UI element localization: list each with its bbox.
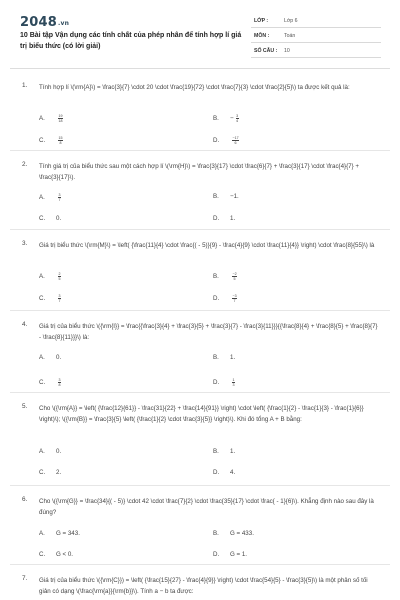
info-row-count [251,43,381,58]
answer-option-a[interactable] [39,272,61,281]
question-number: 4. [22,321,28,328]
option-fraction [232,294,237,303]
fraction-numerator: 3 [58,193,61,197]
option-value: 4. [230,469,236,476]
answer-option-a[interactable] [39,193,61,202]
fraction-numerator: 1 [232,378,235,382]
option-label: B. [213,530,219,537]
info-value: Toán [284,33,296,39]
fraction-denominator: 4 [236,119,239,123]
fraction-denominator: 7 [58,198,61,202]
option-fraction [236,114,239,123]
fraction-numerator: −3 [232,294,237,298]
answer-option-a[interactable] [39,530,80,537]
answer-option-b[interactable] [213,272,237,281]
fraction-denominator: 3 [232,383,235,387]
option-label: D. [213,137,220,145]
answer-option-a[interactable] [39,354,61,361]
info-key: LỚP : [254,18,269,24]
answer-option-c[interactable] [39,551,73,558]
option-label: A. [39,354,45,361]
option-sign: − [230,115,234,123]
option-fraction [58,114,63,123]
question-text: Giá trị biểu thức \(\rm{M}\) = \left( {\frac{11}{4} \cdot \frac{( - 5)}{9} - \frac{4}{9} \cdot \frac{11}{4}} \right) \cdot \frac{8}{55}\) là [39,242,375,249]
header-divider [10,68,390,69]
fraction-denominator: 5 [233,277,236,281]
fraction-denominator: 8 [59,141,62,145]
question-separator [10,392,390,393]
option-fraction [58,378,61,387]
answer-option-d[interactable] [213,378,235,387]
answer-option-d[interactable] [213,294,237,303]
site-logo[interactable] [20,15,69,30]
question-number: 3. [22,240,28,247]
question-text: Tính hợp lí \(\rm{A}\) = \frac{3}{7} \cdot 20 \cdot \frac{19}{72} \cdot \frac{7}{3} \cdot \frac{2}{5}\) ta được kết quả là: [39,84,350,91]
answer-option-d[interactable] [213,215,235,222]
option-label: A. [39,448,45,455]
answer-option-a[interactable] [39,448,61,455]
option-fraction [232,272,237,281]
option-value: 2. [56,469,62,476]
question-separator [10,485,390,486]
fraction-numerator: 3 [236,114,239,118]
question-number: 1. [22,82,28,89]
question-number: 7. [22,575,28,582]
fraction-numerator: 15 [58,136,63,140]
option-label: D. [213,295,220,303]
option-fraction [232,378,235,387]
option-value: −1. [230,193,239,200]
option-value: G = 343. [56,530,80,537]
question-separator [10,150,390,151]
info-key: MÔN : [254,33,270,39]
question-separator [10,229,390,230]
fraction-denominator: 7 [58,299,61,303]
option-value: 1. [230,448,236,455]
fraction-denominator: 6 [234,141,237,145]
fraction-numerator: −17 [232,136,239,140]
option-label: B. [213,448,219,455]
answer-option-c[interactable] [39,136,63,145]
fraction-denominator: 8 [58,383,61,387]
answer-option-c[interactable] [39,378,61,387]
option-label: C. [39,295,46,303]
fraction-numerator: 19 [58,114,63,118]
answer-option-d[interactable] [213,136,239,145]
question-text: Cho \({\rm{G}} = \frac{34}{( - 5)} \cdot 42 \cdot \frac{7}{2} \cdot \frac{35}{17} \cdot \frac{ - 1}{6}\). Khẳng định nào sau đây là đúng? [39,498,374,516]
answer-option-c[interactable] [39,294,61,303]
option-fraction [58,193,61,202]
option-label: D. [213,379,220,387]
document-title: 10 Bài tập Vận dụng các tính chất của phép nhân để tính hợp lí giá trị biểu thức (có lời giải) [20,32,242,50]
option-value: G = 433. [230,530,254,537]
option-value: G = 1. [230,551,248,558]
answer-option-d[interactable] [213,469,235,476]
option-label: D. [213,469,220,476]
fraction-numerator: 3 [58,294,61,298]
option-value: 0. [56,448,62,455]
document-header [0,0,400,66]
logo-main: 2048 [20,15,57,30]
question-separator [10,310,390,311]
info-value: 10 [284,48,290,54]
fraction-numerator: −2 [232,272,237,276]
question-number: 5. [22,403,28,410]
answer-option-b[interactable] [213,193,239,200]
option-label: A. [39,273,45,281]
answer-option-b[interactable] [213,354,235,361]
info-panel [251,13,381,58]
option-fraction [58,294,61,303]
option-fraction [232,136,239,145]
option-label: A. [39,194,45,202]
answer-option-c[interactable] [39,469,61,476]
option-value: 0. [56,215,62,222]
answer-option-b[interactable] [213,448,235,455]
option-fraction [58,272,61,281]
question-text: Cho \({\rm{A}} = \left( {\frac{12}{61}} - \frac{31}{22} + \frac{14}{91}} \right) \cdot \left( {\frac{1}{2} - \frac{1}{3} - \frac{1}{6}} \right)\); \({\rm{B}} = \frac{3}{5} \left( {\frac{1}{2} \cdot \frac{3}{5}} \right)\). Khi đó tổng A + B bằng: [39,405,364,423]
answer-option-d[interactable] [213,551,247,558]
option-label: A. [39,115,45,123]
answer-option-c[interactable] [39,215,61,222]
fraction-numerator: 2 [58,272,61,276]
option-label: B. [213,115,219,123]
option-label: D. [213,215,220,222]
option-value: 1. [230,215,236,222]
answer-option-b[interactable] [213,114,239,123]
fraction-numerator: 3 [58,378,61,382]
logo-suffix: .vn [57,20,70,27]
option-label: C. [39,551,46,558]
info-row-subject [251,28,381,43]
fraction-denominator: 7 [233,299,236,303]
option-label: B. [213,354,219,361]
option-label: A. [39,530,45,537]
option-label: C. [39,137,46,145]
question-text: Giá trị của biểu thức \({\rm{I}} = \frac{{\frac{3}{4} + \frac{3}{5} + \frac{3}{7} - \frac{3}{11}}}{{\frac{8}{4} + \frac{8}{5} + \frac{8}{7} - \frac{8}{11}}}\) là: [39,323,378,341]
option-label: C. [39,469,46,476]
option-label: C. [39,215,46,222]
option-label: C. [39,379,46,387]
option-fraction [58,136,63,145]
option-value: 0. [56,354,62,361]
option-value: G < 0. [56,551,74,558]
question-text: Tính giá trị của biểu thức sau một cách hợp lí \(\rm{H}\) = \frac{3}{17} \cdot \frac{6}{7} + \frac{3}{17} \cdot \frac{4}{7} + \frac{3}{17}\). [39,163,360,181]
info-key: SỐ CÂU : [254,48,278,54]
question-text: Giá trị của biểu thức \({\rm{C}}) = \left( {\frac{15}{27} - \frac{4}{9}} \right) \cdot \frac{54}{5} - \frac{3}{5}\) là một phân số tối giản có dạng \(\frac{\rm{a}}{\rm{b}}\). Tính a − b ta được: [39,577,368,595]
question-separator [10,564,390,565]
option-label: B. [213,193,219,200]
answer-option-b[interactable] [213,530,254,537]
question-number: 2. [22,161,28,168]
fraction-denominator: 18 [58,119,63,123]
info-row-grade [251,13,381,28]
question-number: 6. [22,496,28,503]
option-value: 1. [230,354,236,361]
info-value: Lớp 6 [284,18,298,24]
option-label: B. [213,273,219,281]
option-label: D. [213,551,220,558]
fraction-denominator: 5 [58,277,61,281]
answer-option-a[interactable] [39,114,63,123]
